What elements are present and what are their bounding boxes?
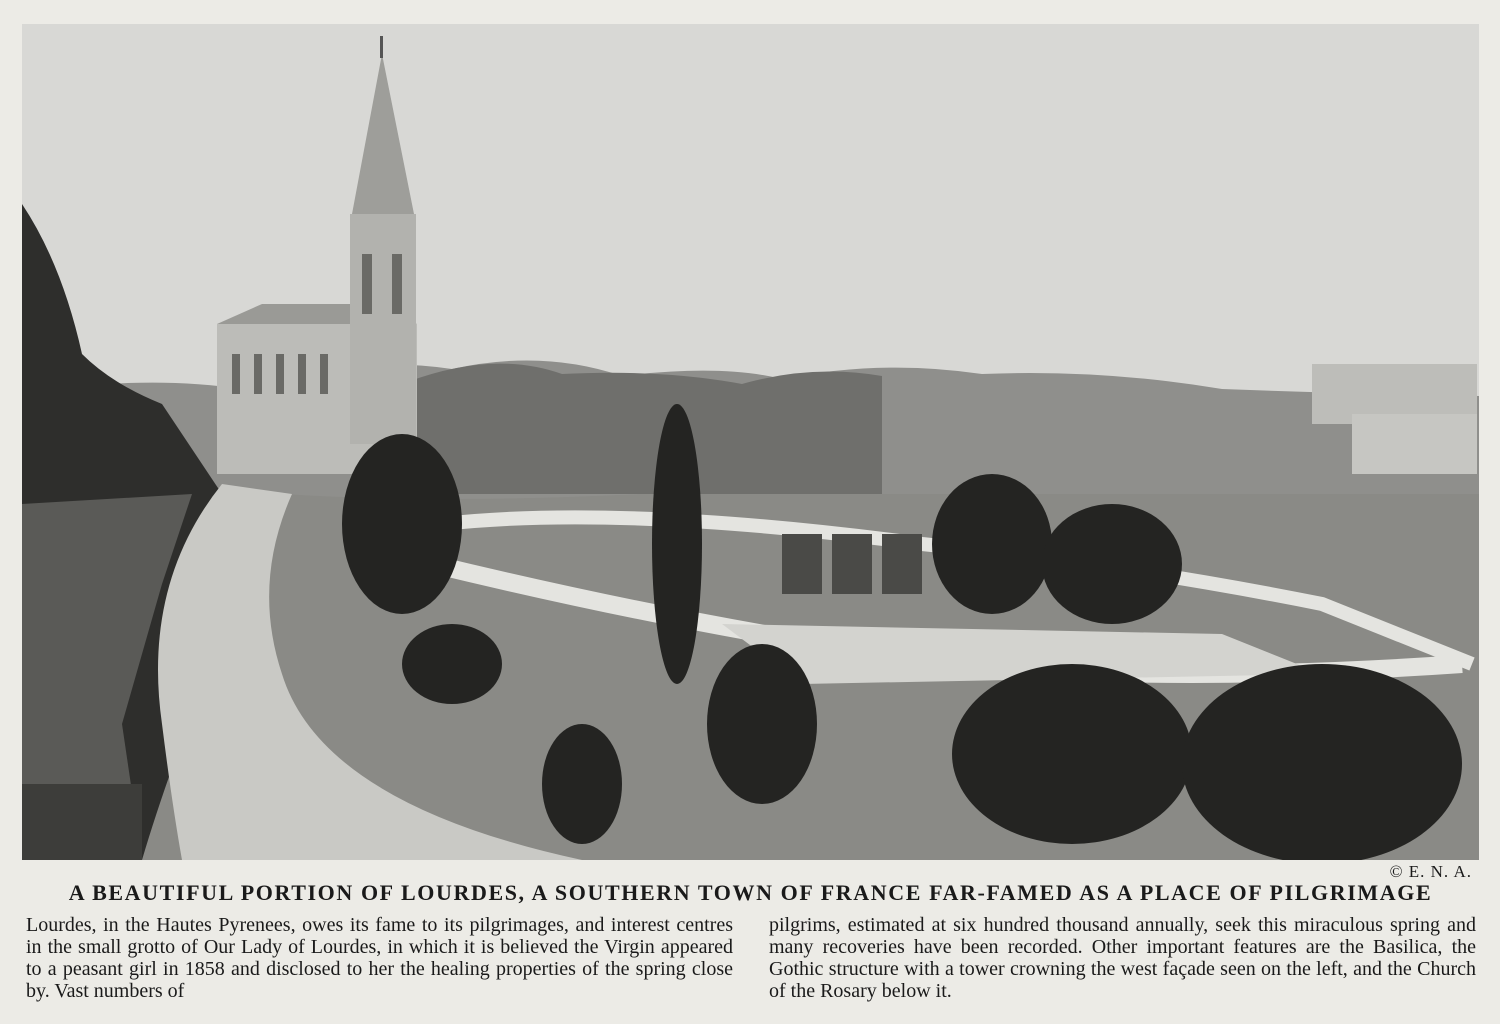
basilica-landscape-illustration	[22, 24, 1479, 860]
caption-left-column: Lourdes, in the Hautes Pyrenees, owes its fame to its pilgrimages, and interest centres in the small grotto of Our Lady of Lourdes, in which it is believed the Virgin appeared to a peasant girl in 1858 and disclosed to her the healing properties of the spring close by. Vast numbers of	[26, 914, 733, 1002]
lourdes-photograph	[22, 24, 1479, 860]
caption-right-column: pilgrims, estimated at six hundred thousand annually, seek this miraculous spring and many recoveries have been recorded. Other important features are the Basilica, the Gothic structure with a tower crowning the west façade seen on the left, and the Church of the Rosary below it.	[769, 914, 1476, 1002]
caption-columns	[26, 914, 1476, 1002]
photo-credit: © E. N. A.	[1389, 862, 1472, 881]
headline: A BEAUTIFUL PORTION OF LOURDES, A SOUTHERN TOWN OF FRANCE FAR-FAMED AS A PLACE OF PILGRIMAGE	[68, 880, 1433, 905]
